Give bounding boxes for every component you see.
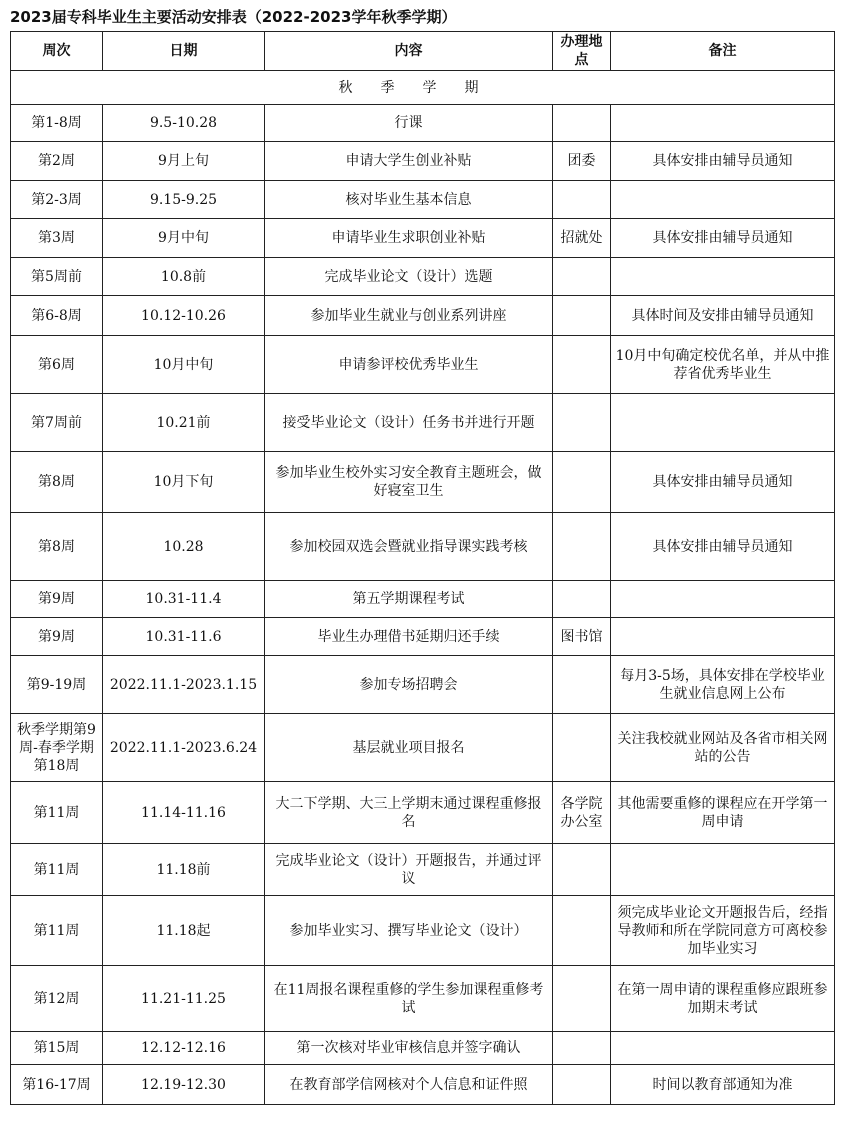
cell-note <box>611 258 835 296</box>
cell-week: 第8周 <box>11 513 103 581</box>
cell-note <box>611 394 835 452</box>
cell-content: 基层就业项目报名 <box>265 714 553 782</box>
table-row <box>11 105 835 142</box>
cell-content: 参加专场招聘会 <box>265 656 553 714</box>
cell-note: 关注我校就业网站及各省市相关网站的公告 <box>611 714 835 782</box>
cell-note <box>611 181 835 219</box>
table-row <box>11 896 835 966</box>
cell-week: 第9-19周 <box>11 656 103 714</box>
schedule-table <box>10 31 835 1105</box>
cell-note: 具体时间及安排由辅导员通知 <box>611 296 835 336</box>
document-title: 2023届专科毕业生主要活动安排表（2022-2023学年秋季学期） <box>10 8 457 26</box>
cell-place <box>553 1032 611 1065</box>
table-row <box>11 714 835 782</box>
cell-date: 2022.11.1-2023.6.24 <box>103 714 265 782</box>
cell-date: 2022.11.1-2023.1.15 <box>103 656 265 714</box>
table-row <box>11 258 835 296</box>
cell-content: 核对毕业生基本信息 <box>265 181 553 219</box>
cell-note <box>611 105 835 142</box>
cell-week: 秋季学期第9周-春季学期第18周 <box>11 714 103 782</box>
cell-week: 第16-17周 <box>11 1065 103 1105</box>
cell-date: 11.14-11.16 <box>103 782 265 844</box>
cell-week: 第5周前 <box>11 258 103 296</box>
cell-place <box>553 844 611 896</box>
cell-date: 11.18前 <box>103 844 265 896</box>
cell-content: 在教育部学信网核对个人信息和证件照 <box>265 1065 553 1105</box>
cell-place <box>553 513 611 581</box>
cell-week: 第11周 <box>11 844 103 896</box>
cell-place <box>553 394 611 452</box>
table-row <box>11 394 835 452</box>
cell-week: 第3周 <box>11 219 103 258</box>
cell-note <box>611 618 835 656</box>
cell-week: 第15周 <box>11 1032 103 1065</box>
cell-date: 10.31-11.6 <box>103 618 265 656</box>
table-row <box>11 336 835 394</box>
cell-date: 12.19-12.30 <box>103 1065 265 1105</box>
cell-date: 10.8前 <box>103 258 265 296</box>
cell-note: 须完成毕业论文开题报告后，经指导教师和所在学院同意方可离校参加毕业实习 <box>611 896 835 966</box>
cell-note: 10月中旬确定校优名单，并从中推荐省优秀毕业生 <box>611 336 835 394</box>
cell-week: 第2周 <box>11 142 103 181</box>
cell-content: 申请参评校优秀毕业生 <box>265 336 553 394</box>
cell-place <box>553 336 611 394</box>
cell-content: 申请大学生创业补贴 <box>265 142 553 181</box>
cell-date: 10月中旬 <box>103 336 265 394</box>
cell-week: 第6-8周 <box>11 296 103 336</box>
cell-place <box>553 105 611 142</box>
cell-note: 具体安排由辅导员通知 <box>611 513 835 581</box>
cell-note <box>611 1032 835 1065</box>
cell-place <box>553 181 611 219</box>
header-note: 备注 <box>611 32 835 71</box>
cell-content: 毕业生办理借书延期归还手续 <box>265 618 553 656</box>
cell-week: 第11周 <box>11 782 103 844</box>
table-row <box>11 656 835 714</box>
cell-content: 申请毕业生求职创业补贴 <box>265 219 553 258</box>
cell-place: 团委 <box>553 142 611 181</box>
header-content: 内容 <box>265 32 553 71</box>
header-row <box>11 32 835 71</box>
cell-note: 每月3-5场，具体安排在学校毕业生就业信息网上公布 <box>611 656 835 714</box>
cell-date: 11.18起 <box>103 896 265 966</box>
cell-note: 具体安排由辅导员通知 <box>611 142 835 181</box>
table-row <box>11 1065 835 1105</box>
table-row <box>11 181 835 219</box>
cell-date: 9月上旬 <box>103 142 265 181</box>
header-date: 日期 <box>103 32 265 71</box>
cell-week: 第2-3周 <box>11 181 103 219</box>
table-row <box>11 513 835 581</box>
cell-place <box>553 656 611 714</box>
table-row <box>11 219 835 258</box>
season-label: 秋季学期 <box>11 71 835 105</box>
cell-place <box>553 1065 611 1105</box>
cell-content: 参加毕业实习、撰写毕业论文（设计） <box>265 896 553 966</box>
cell-note: 其他需要重修的课程应在开学第一周申请 <box>611 782 835 844</box>
table-row <box>11 296 835 336</box>
cell-week: 第6周 <box>11 336 103 394</box>
cell-week: 第9周 <box>11 581 103 618</box>
cell-week: 第8周 <box>11 452 103 513</box>
cell-content: 大二下学期、大三上学期末通过课程重修报名 <box>265 782 553 844</box>
cell-place <box>553 258 611 296</box>
table-row <box>11 1032 835 1065</box>
cell-date: 11.21-11.25 <box>103 966 265 1032</box>
cell-content: 第一次核对毕业审核信息并签字确认 <box>265 1032 553 1065</box>
header-week: 周次 <box>11 32 103 71</box>
cell-content: 行课 <box>265 105 553 142</box>
cell-note <box>611 581 835 618</box>
cell-content: 参加毕业生校外实习安全教育主题班会，做好寝室卫生 <box>265 452 553 513</box>
cell-date: 10月下旬 <box>103 452 265 513</box>
cell-content: 完成毕业论文（设计）开题报告，并通过评议 <box>265 844 553 896</box>
cell-week: 第1-8周 <box>11 105 103 142</box>
cell-date: 12.12-12.16 <box>103 1032 265 1065</box>
table-row <box>11 782 835 844</box>
cell-week: 第11周 <box>11 896 103 966</box>
cell-date: 9月中旬 <box>103 219 265 258</box>
cell-content: 完成毕业论文（设计）选题 <box>265 258 553 296</box>
cell-content: 参加毕业生就业与创业系列讲座 <box>265 296 553 336</box>
cell-note: 具体安排由辅导员通知 <box>611 452 835 513</box>
cell-place: 招就处 <box>553 219 611 258</box>
cell-note: 时间以教育部通知为准 <box>611 1065 835 1105</box>
cell-place <box>553 714 611 782</box>
cell-content: 在11周报名课程重修的学生参加课程重修考试 <box>265 966 553 1032</box>
cell-week: 第12周 <box>11 966 103 1032</box>
cell-date: 9.15-9.25 <box>103 181 265 219</box>
season-row <box>11 71 835 105</box>
table-row <box>11 618 835 656</box>
cell-place: 各学院办公室 <box>553 782 611 844</box>
table-row <box>11 844 835 896</box>
cell-content: 接受毕业论文（设计）任务书并进行开题 <box>265 394 553 452</box>
table-row <box>11 142 835 181</box>
cell-date: 10.12-10.26 <box>103 296 265 336</box>
cell-content: 参加校园双选会暨就业指导课实践考核 <box>265 513 553 581</box>
cell-date: 9.5-10.28 <box>103 105 265 142</box>
table-row <box>11 581 835 618</box>
cell-place <box>553 452 611 513</box>
cell-place <box>553 296 611 336</box>
cell-place <box>553 896 611 966</box>
cell-date: 10.21前 <box>103 394 265 452</box>
table-row <box>11 966 835 1032</box>
cell-note: 在第一周申请的课程重修应跟班参加期末考试 <box>611 966 835 1032</box>
cell-note <box>611 844 835 896</box>
cell-note: 具体安排由辅导员通知 <box>611 219 835 258</box>
cell-place <box>553 966 611 1032</box>
cell-place: 图书馆 <box>553 618 611 656</box>
cell-week: 第9周 <box>11 618 103 656</box>
cell-date: 10.31-11.4 <box>103 581 265 618</box>
cell-place <box>553 581 611 618</box>
cell-date: 10.28 <box>103 513 265 581</box>
table-row <box>11 452 835 513</box>
cell-week: 第7周前 <box>11 394 103 452</box>
header-place: 办理地点 <box>553 32 611 71</box>
cell-content: 第五学期课程考试 <box>265 581 553 618</box>
